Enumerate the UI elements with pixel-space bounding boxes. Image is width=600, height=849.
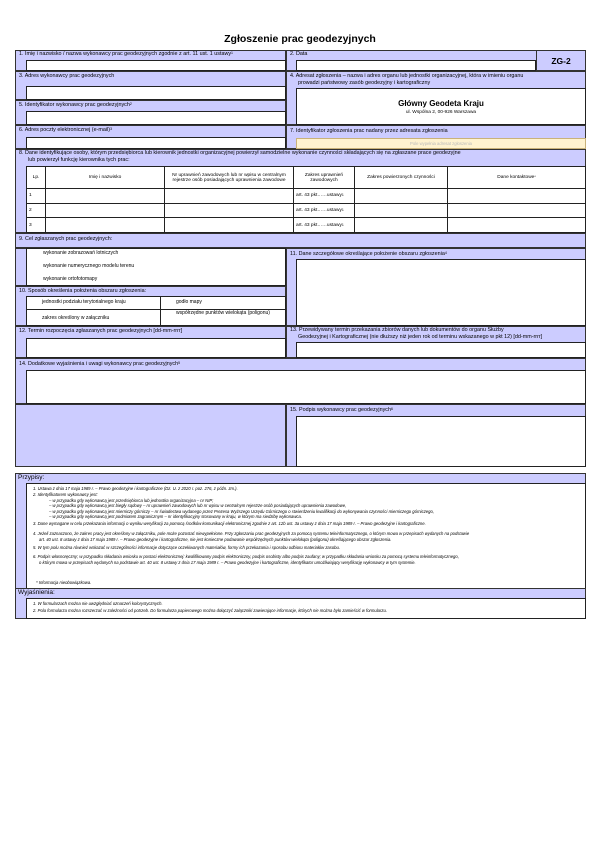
footnote-item: o którym mowa w przepisach wydanych na podstawie art. 40 ust. 8 ustawy z dnia 17 maja 1989 r. – Prawo geodezyjne i kartograficzne, identyfikator umożliwiający weryfikację wykonawcy w tym systemie.: [39, 559, 416, 565]
field-3-input[interactable]: [26, 86, 286, 100]
field-8-label-line2: lub powierzył funkcję kierownika tych prac:: [28, 157, 130, 163]
row-scope-cell[interactable]: art. 43 pkt……ustawy$^1$: [294, 218, 355, 233]
field-5-input[interactable]: [26, 111, 286, 125]
col-header-license-number: Nr uprawnień zawodowych lub nr wpisu w centralnym rejestrze osób posiadających uprawnienia zawodowe: [165, 167, 294, 189]
footnote-item: 1. Ustawa z dnia 17 maja 1989 r. – Prawo geodezyjne i kartograficzne (Dz. U. z 2020 r. poz. 276, z późn. zm.).: [33, 486, 238, 491]
field-8-label-line1: 8. Dane identyfikujące osoby, którym przedsiębiorca lub kierownik jednostki organizacyjnej powierzył samodzielne wykonanie czynności składających się na zgłaszane prace geodezyjne: [19, 150, 461, 156]
row-contact-cell[interactable]: [448, 189, 586, 204]
addressee-name: Główny Geodeta Kraju: [398, 99, 484, 108]
footnote-item: – w przypadku gdy wykonawcą jest mierniczy górniczy – nr świadectwa wydanego przez Prezesa Wyższego Urzędu Górniczego o stwierdzeniu kwalifikacji do wykonywania czynności mierniczego górniczego,: [49, 508, 434, 514]
field-10-label: 10. Sposób określenia położenia obszaru zgłoszenia:: [19, 288, 147, 294]
addressee-address: ul. Wspólna 2, 00-926 Warszawa: [405, 110, 477, 115]
form-code-badge: ZG-2: [536, 50, 586, 71]
purpose-option-terrain-model[interactable]: wykonanie numerycznego modelu terenu: [43, 263, 135, 269]
row-name-cell[interactable]: [46, 189, 165, 204]
location-option-map-sheet[interactable]: godło mapy: [176, 299, 202, 305]
blank-area: [15, 404, 286, 467]
location-option-attachment[interactable]: zakres określony w załączniku: [42, 315, 110, 321]
row-name-cell[interactable]: [46, 218, 165, 233]
field-7-label: 7. Identyfikator zgłoszenia prac nadany przez adresata zgłoszenia: [290, 128, 448, 134]
field-13-date-input[interactable]: [296, 342, 586, 358]
footnote-item: 4. Jeżeli zaznaczono, że zakres pracy jest określony w załączniku, pole może pozostać niewypełnione. Przy zgłaszaniu prac geodezyjnych za pomocą systemu teleinformatycznego, o którym mowa w przepisach wydanych na podstawie: [33, 531, 470, 536]
field-14-textarea[interactable]: [26, 370, 586, 404]
explanations-heading: Wyjaśnienia:: [18, 589, 55, 596]
field-12-date-input[interactable]: [26, 338, 286, 358]
field-11-label: 11. Dane szczegółowe określające położenie obszaru zgłoszenia$^4$: [290, 251, 447, 257]
row-name-cell[interactable]: [46, 203, 165, 218]
purpose-option-aerial-imagery[interactable]: wykonanie zobrazowań lotniczych: [43, 250, 119, 256]
footnote-item: 6. Podpis własnoręczny; w przypadku składania wniosku w postaci elektronicznej: kwalifikowany podpis elektroniczny, podpis osobisty albo podpis zaufany; w przypadku składania wniosku za pomocą systemu teleinformatycznego,: [33, 554, 459, 559]
row-tasks-cell[interactable]: [355, 218, 448, 233]
purpose-option-orthophotomap[interactable]: wykonanie ortofotomapy: [43, 276, 98, 282]
field-9-label: 9. Cel zgłaszanych prac geodezyjnych:: [19, 236, 113, 242]
col-header-license-scope: Zakres uprawnień zawodowych: [294, 167, 355, 189]
location-option-polygon[interactable]: współrzędne punktów wielokąta (poligonu): [176, 310, 270, 316]
field-15-signature-box[interactable]: [296, 416, 586, 467]
row-tasks-cell[interactable]: [355, 203, 448, 218]
field-6-email-input[interactable]: [26, 137, 286, 149]
field-7-input: Pole wypełnia adresat zgłoszenia: [296, 138, 586, 149]
footnote-item: 3. Dane wymagane w celu przekazania informacji o wyniku weryfikacji za pomocą środków komunikacji elektronicznej zgodnie z art. 12b ust. 3a ustawy z dnia 17 maja 1989 r. – Prawo geodezyjne i kartograficzne.: [33, 521, 426, 526]
field-15-label: 15. Podpis wykonawcy prac geodezyjnych$^6$: [290, 407, 393, 413]
field-4-label-line1: 4. Adresat zgłoszenia – nazwa i adres organu lub jednostki organizacyjnej, która w imieniu organu: [290, 73, 524, 79]
footnote-item: art. 40 ust. 8 ustawy z dnia 17 maja 1989 r. – Prawo geodezyjne i kartograficzne, nie jest konieczne podawanie współrzędnych punktów wielokąta (poligonu) określającego obszar zgłoszenia.: [39, 536, 392, 542]
row-license-cell[interactable]: [165, 189, 294, 204]
field-6-label: 6. Adres poczty elektronicznej (e-mail)$^3$: [19, 127, 113, 133]
field-13-label-line1: 13. Przewidywany termin przekazania zbiorów danych lub dokumentów do organu Służby: [290, 327, 504, 333]
field-2-date-input[interactable]: [296, 60, 536, 71]
footnotes-heading: Przypisy:: [18, 474, 45, 481]
row-license-cell[interactable]: [165, 203, 294, 218]
table-row: [27, 203, 586, 218]
row-lp: 2: [27, 203, 46, 218]
footnote-item: 2. Identyfikatorem wykonawcy jest:: [33, 492, 98, 497]
field-14-label: 14. Dodatkowe wyjaśnienia i uwagi wykonawcy prac geodezyjnych$^5$: [19, 361, 181, 367]
row-scope-cell[interactable]: art. 43 pkt……ustawy$^1$: [294, 189, 355, 204]
field-5-label: 5. Identyfikator wykonawcy prac geodezyjnych$^2$: [19, 102, 132, 108]
location-option-territorial-units[interactable]: jednostki podziału terytorialnego kraju: [42, 299, 126, 305]
row-lp: 1: [27, 189, 46, 204]
field-2-label: 2. Data: [290, 51, 308, 57]
row-lp: 3: [27, 218, 46, 233]
explanation-item: 1. W formularzach można nie uwzględniać oznaczeń kolorystycznych.: [33, 601, 163, 606]
col-header-name: Imię i nazwisko: [46, 167, 165, 189]
row-contact-cell[interactable]: [448, 218, 586, 233]
field-11-input[interactable]: [296, 259, 586, 326]
page-title: Zgłoszenie prac geodezyjnych: [224, 33, 376, 45]
persons-table: [26, 166, 586, 233]
field-1-label: 1. Imię i nazwisko / nazwa wykonawcy prac geodezyjnych zgodnie z art. 11 ust. 1 ustawy$^1$: [19, 51, 233, 57]
footnote-item: * Informacja nieobowiązkowa.: [36, 580, 92, 585]
footnote-item: – w przypadku gdy wykonawcą jest biegły sądowy – nr uprawnień zawodowych lub nr wpisu w centralnym rejestrze osób posiadających uprawnienia zawodowe,: [49, 503, 347, 508]
row-contact-cell[interactable]: [448, 203, 586, 218]
table-header-row: [27, 167, 586, 189]
field-12-label: 12. Termin rozpoczęcia zgłaszanych prac geodezyjnych [dd-mm-rrrr]: [19, 328, 183, 334]
field-4-label-line2: prowadzi państwowy zasób geodezyjny i kartograficzny: [298, 80, 431, 86]
field-3-label: 3. Adres wykonawcy prac geodezyjnych: [19, 73, 115, 79]
row-license-cell[interactable]: [165, 218, 294, 233]
col-header-contact: Dane kontaktowe*: [448, 167, 586, 189]
col-header-lp: Lp.: [27, 167, 46, 189]
row-tasks-cell[interactable]: [355, 189, 448, 204]
table-row: [27, 218, 586, 233]
field-13-label-line2: Geodezyjnej i Kartograficznej (nie dłuższy niż jeden rok od terminu wskazanego w pkt 12) [dd-mm-rrrr]: [298, 334, 543, 340]
explanation-item: 2. Pola formularza można rozszerzać w zależności od potrzeb. Do formularza papierowego można dołączyć załączniki zawierające informacje, których nie można było zamieścić w formularzu.: [33, 608, 387, 613]
footnote-item: – w przypadku gdy wykonawcą jest przedsiębiorca lub jednostka organizacyjna – nr NIP;: [49, 497, 214, 503]
footnote-item: 5. W tym polu można również wskazać w szczególności informacje dotyczące oczekiwanych materiałów, formy ich przekazania i sposobu odbioru materiałów zasobu.: [33, 545, 340, 550]
row-scope-cell[interactable]: art. 43 pkt……ustawy$^1$: [294, 203, 355, 218]
field-1-input[interactable]: [26, 60, 286, 71]
table-row: [27, 189, 586, 204]
col-header-tasks-scope: Zakres powierzonych czynności: [355, 167, 448, 189]
footnote-item: – w przypadku gdy wykonawcą jest podmiotem zagranicznym – nr identyfikacyjny stosowany w kraju, w którym ma siedzibę wykonawca.: [49, 514, 302, 519]
